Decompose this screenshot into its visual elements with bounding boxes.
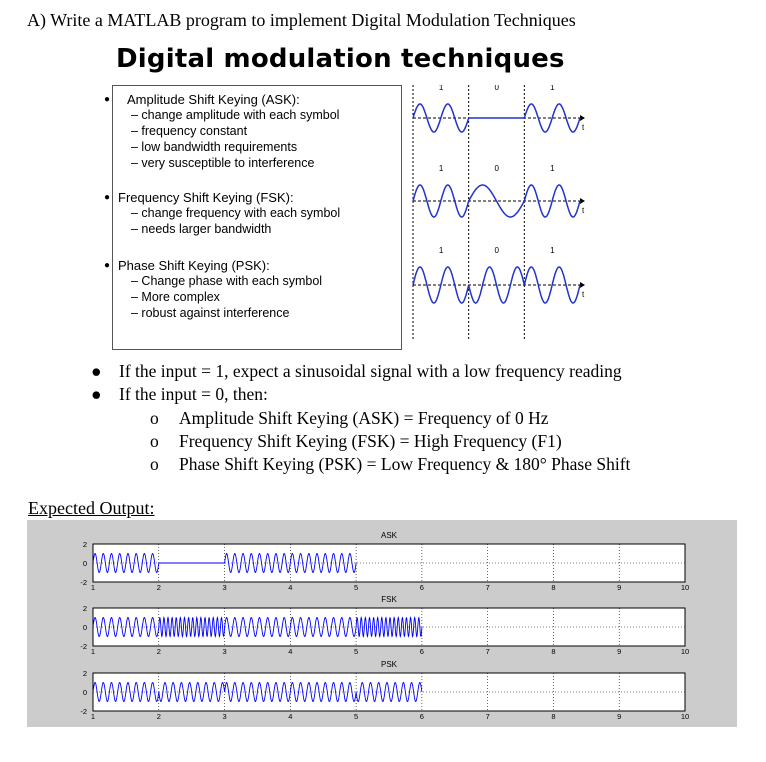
bit-label: 1 xyxy=(438,85,444,92)
sub-bullet-ask xyxy=(150,408,549,429)
x-tick-label: 3 xyxy=(222,647,227,656)
fsk-section xyxy=(104,190,341,237)
x-tick-label: 9 xyxy=(617,647,622,656)
x-tick-label: 4 xyxy=(288,583,293,592)
sub-bullet-text: Phase Shift Keying (PSK) = Low Frequency & 180° Phase Shift xyxy=(179,454,631,474)
matlab-figure xyxy=(27,520,737,727)
x-tick-label: 7 xyxy=(485,583,490,592)
x-tick-label: 5 xyxy=(354,583,359,592)
x-tick-label: 6 xyxy=(419,712,424,721)
x-tick-label: 6 xyxy=(419,647,424,656)
slide-text-box xyxy=(104,85,402,350)
psk-item: – More complex xyxy=(131,290,220,304)
x-tick-label: 9 xyxy=(617,583,622,592)
ask-heading: Amplitude Shift Keying (ASK): xyxy=(127,92,300,107)
psk-section xyxy=(104,258,323,321)
axes-title: PSK xyxy=(380,660,398,669)
x-tick-label: 2 xyxy=(156,647,161,656)
sub-bullet-text: Frequency Shift Keying (FSK) = High Frequency (F1) xyxy=(179,431,562,451)
sub-bullet-psk xyxy=(150,454,631,475)
x-tick-label: 9 xyxy=(617,712,622,721)
time-label: t xyxy=(582,206,585,215)
ask-item: – change amplitude with each symbol xyxy=(131,108,340,122)
psk-heading: Phase Shift Keying (PSK): xyxy=(118,258,270,273)
expected-output-label: Expected Output: xyxy=(28,498,155,518)
bit-label: 1 xyxy=(550,85,555,92)
x-tick-label: 5 xyxy=(354,647,359,656)
slide-title: Digital modulation techniques xyxy=(116,44,565,74)
time-label: t xyxy=(582,123,585,132)
x-tick-label: 7 xyxy=(485,647,490,656)
x-tick-label: 10 xyxy=(680,647,690,656)
bit-label: 1 xyxy=(438,164,444,173)
bullet-icon: ● xyxy=(104,94,111,105)
y-tick-label: 2 xyxy=(82,540,87,549)
x-tick-label: 8 xyxy=(551,712,556,721)
x-tick-label: 5 xyxy=(354,712,359,721)
fsk-item: – needs larger bandwidth xyxy=(131,222,272,236)
x-tick-label: 1 xyxy=(90,583,96,592)
y-tick-label: -2 xyxy=(80,707,87,716)
bullet-icon: ● xyxy=(91,384,102,404)
psk-item: – robust against interference xyxy=(131,306,290,320)
time-label: t xyxy=(582,290,585,299)
circle-bullet-icon: o xyxy=(150,431,159,451)
x-tick-label: 3 xyxy=(222,712,227,721)
x-tick-label: 8 xyxy=(551,647,556,656)
x-tick-label: 3 xyxy=(222,583,227,592)
bullet-input-1 xyxy=(91,361,622,382)
psk-item: – Change phase with each symbol xyxy=(131,274,323,288)
y-tick-label: 0 xyxy=(82,623,87,632)
bit-label: 1 xyxy=(550,246,555,255)
x-tick-label: 2 xyxy=(156,712,161,721)
ask-section xyxy=(104,92,340,171)
ask-item: – low bandwidth requirements xyxy=(131,140,298,154)
bullet-input-0 xyxy=(91,384,268,405)
bullet-text: If the input = 1, expect a sinusoidal signal with a low frequency reading xyxy=(119,361,622,381)
arrow-icon xyxy=(580,115,585,121)
sub-bullet-fsk xyxy=(150,431,562,452)
x-tick-label: 4 xyxy=(288,647,293,656)
y-tick-label: 2 xyxy=(82,669,87,678)
circle-bullet-icon: o xyxy=(150,454,159,474)
ask-item: – very susceptible to interference xyxy=(131,156,315,170)
ask-item: – frequency constant xyxy=(131,124,248,138)
y-tick-label: 0 xyxy=(82,688,87,697)
x-tick-label: 1 xyxy=(90,712,96,721)
x-tick-label: 4 xyxy=(288,712,293,721)
bit-label: 1 xyxy=(550,164,555,173)
x-tick-label: 2 xyxy=(156,583,161,592)
arrow-icon xyxy=(580,198,585,204)
fsk-heading: Frequency Shift Keying (FSK): xyxy=(118,190,294,205)
fsk-item: – change frequency with each symbol xyxy=(131,206,341,220)
y-tick-label: -2 xyxy=(80,642,87,651)
modulation-waveforms-illustration xyxy=(405,85,590,345)
axes-title: ASK xyxy=(380,531,398,540)
x-tick-label: 1 xyxy=(90,647,96,656)
axes-title: FSK xyxy=(381,595,397,604)
y-tick-label: -2 xyxy=(80,578,87,587)
x-tick-label: 8 xyxy=(551,583,556,592)
bullet-icon: ● xyxy=(104,260,111,271)
y-tick-label: 2 xyxy=(82,604,87,613)
x-tick-label: 10 xyxy=(680,712,690,721)
arrow-icon xyxy=(580,282,585,288)
x-tick-label: 10 xyxy=(680,583,690,592)
bullet-icon: ● xyxy=(104,192,111,203)
circle-bullet-icon: o xyxy=(150,408,159,428)
sub-bullet-text: Amplitude Shift Keying (ASK) = Frequency of 0 Hz xyxy=(179,408,549,428)
bit-label: 1 xyxy=(438,246,444,255)
x-tick-label: 7 xyxy=(485,712,490,721)
bit-label: 0 xyxy=(494,164,499,173)
y-tick-label: 0 xyxy=(82,559,87,568)
bit-label: 0 xyxy=(494,246,499,255)
question-text: A) Write a MATLAB program to implement Digital Modulation Techniques xyxy=(27,10,576,30)
bullet-text: If the input = 0, then: xyxy=(119,384,268,404)
bullet-icon: ● xyxy=(91,361,102,381)
bit-label: 0 xyxy=(494,85,499,92)
x-tick-label: 6 xyxy=(419,583,424,592)
